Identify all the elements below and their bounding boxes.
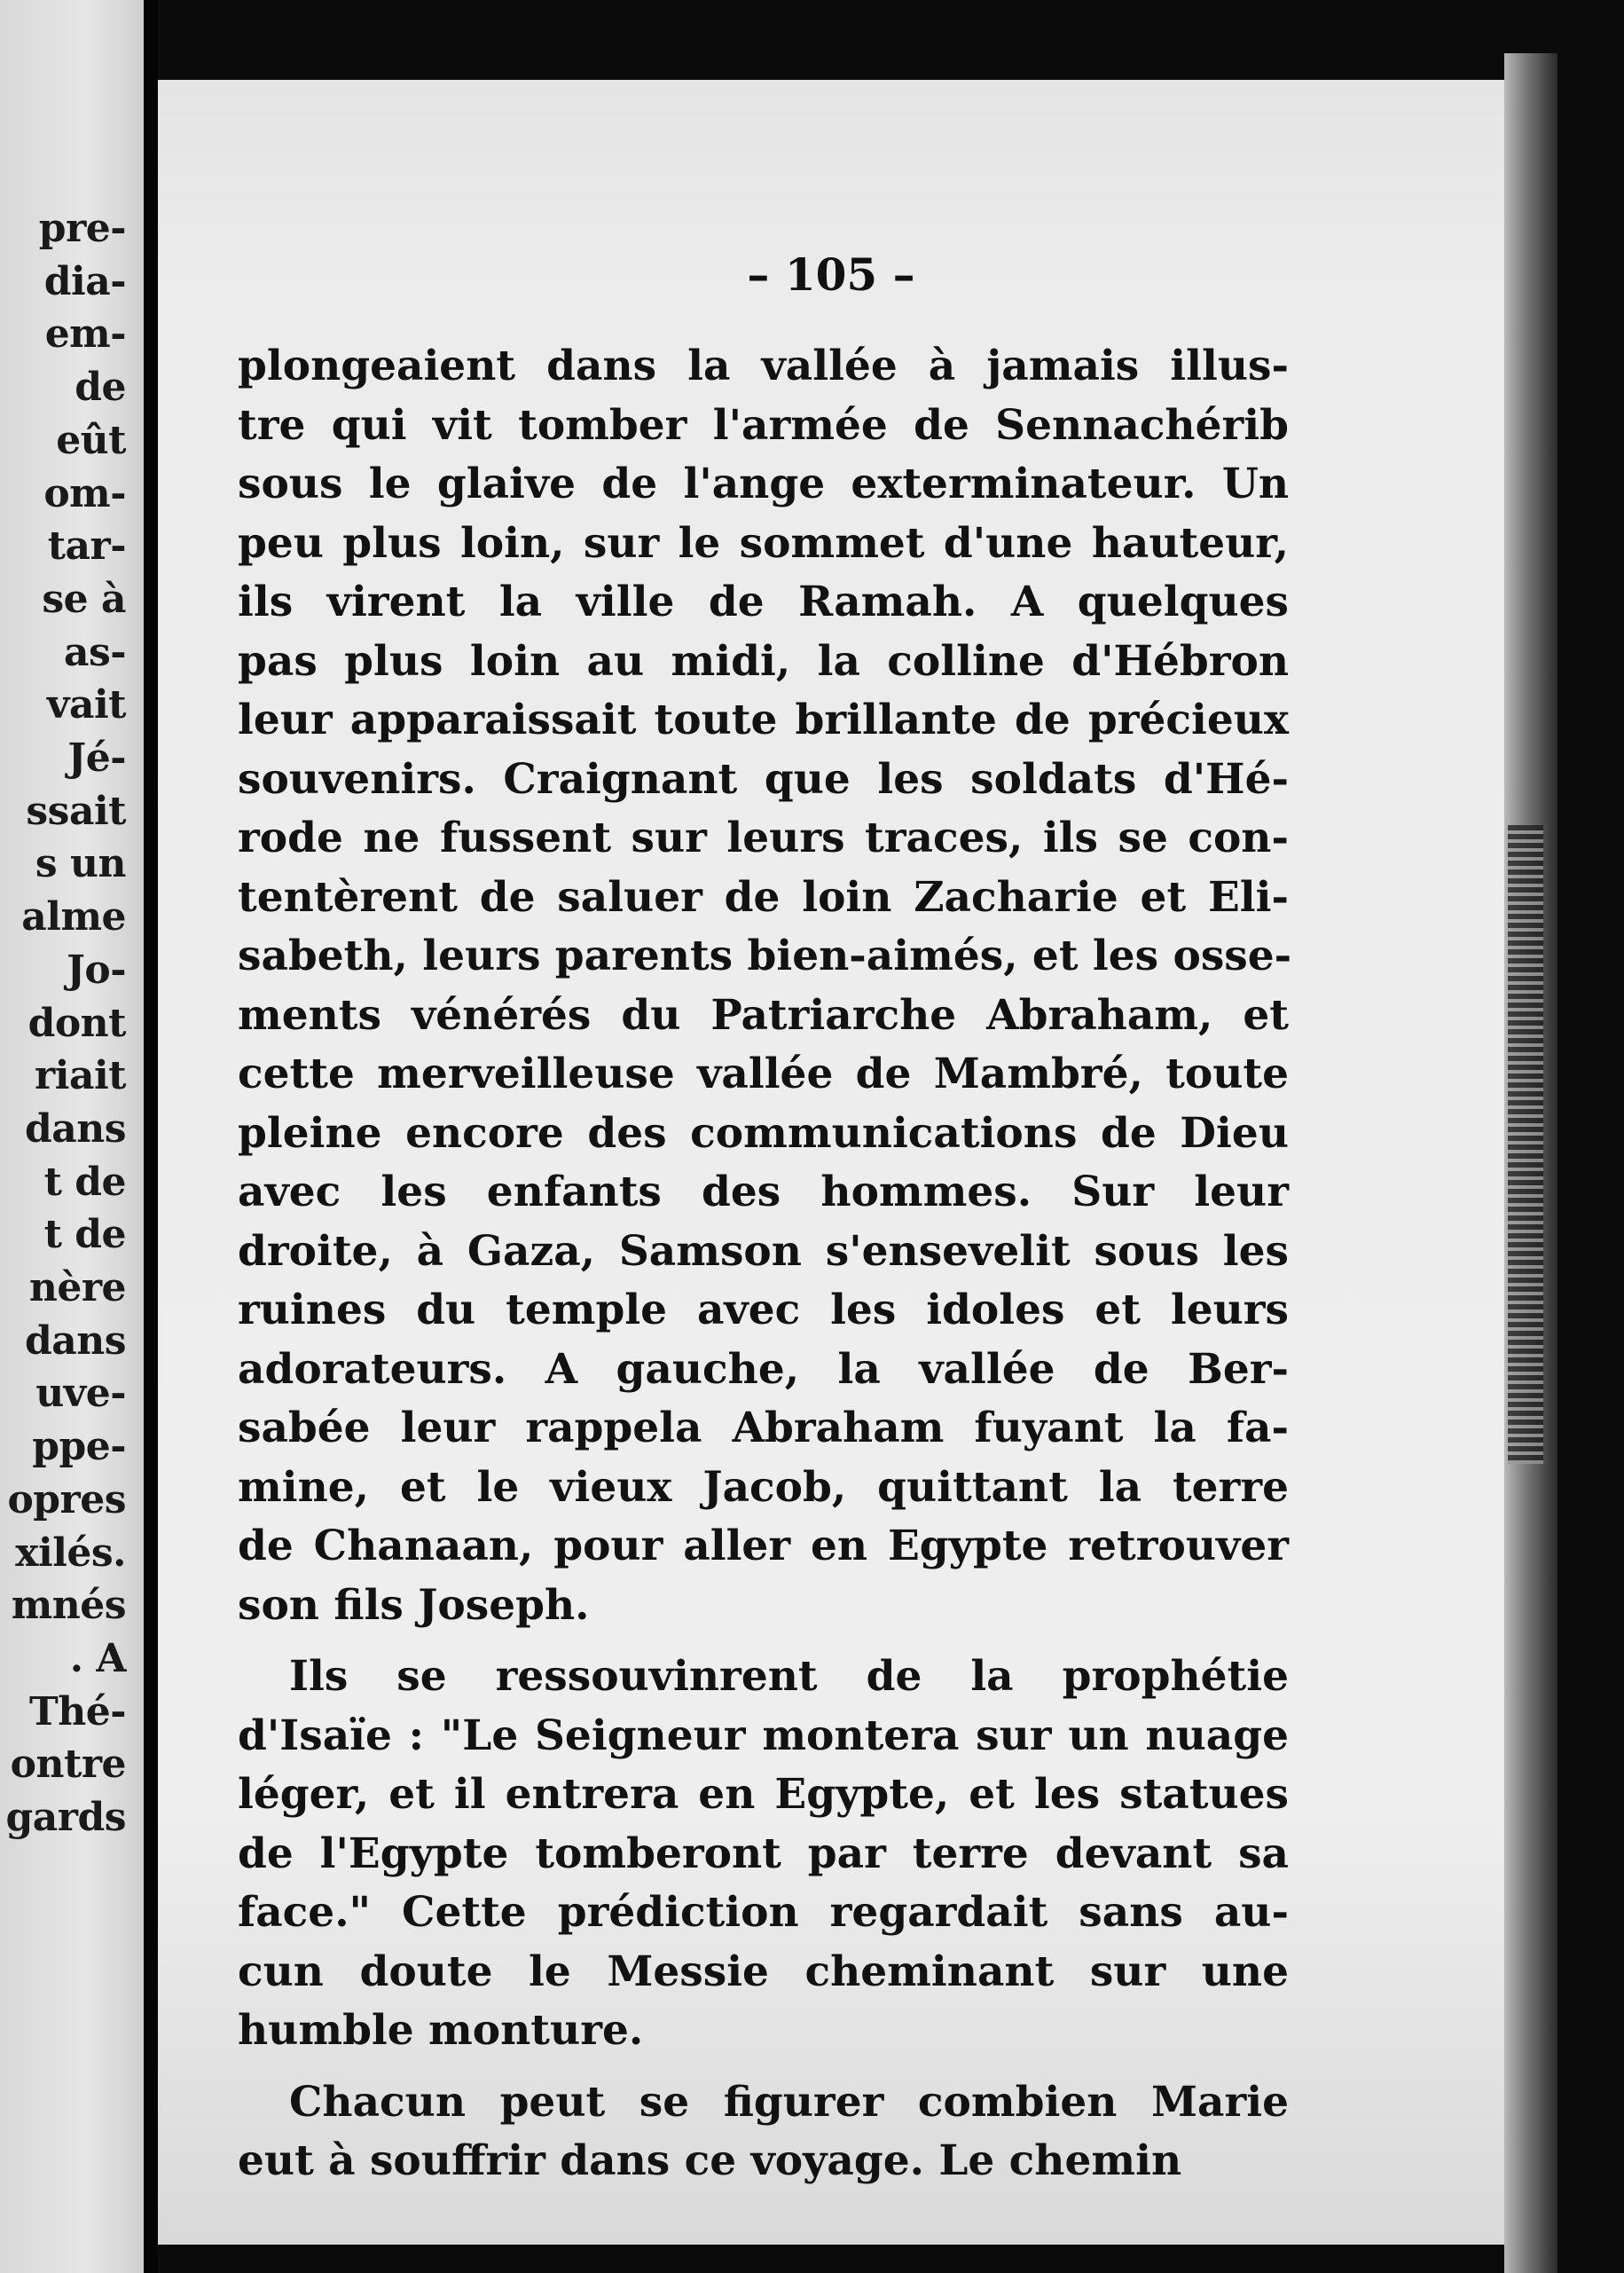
left-page-fragment: se à bbox=[42, 576, 126, 622]
left-page-fragment: ontre bbox=[10, 1742, 126, 1788]
text-line: ments vénérés du Patriarche Abraham, et bbox=[238, 990, 1289, 1040]
left-page-fragment: t de bbox=[43, 1159, 126, 1205]
left-page-fragment: dont bbox=[27, 1000, 126, 1046]
text-line: tre qui vit tomber l'armée de Sennachérib bbox=[238, 400, 1289, 450]
left-page-fragment: em- bbox=[44, 311, 126, 358]
text-line: cun doute le Messie cheminant sur une bbox=[238, 1947, 1289, 1996]
text-line: droite, à Gaza, Samson s'ensevelit sous les bbox=[238, 1226, 1289, 1276]
left-page-fragment: dans bbox=[24, 1105, 126, 1152]
left-page-fragment: eût bbox=[56, 417, 126, 463]
text-line: avec les enfants des hommes. Sur leur bbox=[238, 1168, 1289, 1216]
left-page-fragment: opres bbox=[7, 1476, 126, 1522]
paragraph-gap bbox=[238, 1635, 1289, 1648]
book-gutter bbox=[144, 0, 158, 2273]
text-line: de Chanaan, pour aller en Egypte retrouver bbox=[238, 1522, 1289, 1570]
left-page-edge bbox=[0, 0, 144, 2273]
paragraph bbox=[238, 2073, 1289, 2191]
left-page-fragment: nère bbox=[28, 1265, 126, 1310]
left-page-fragment: . A bbox=[69, 1635, 126, 1681]
left-page-fragment: de bbox=[75, 365, 126, 411]
text-line: peu plus loin, sur le sommet d'une hauteur, bbox=[238, 518, 1289, 568]
text-line: ils virent la ville de Ramah. A quelques bbox=[238, 578, 1289, 626]
left-page-fragment: Jé- bbox=[67, 735, 126, 781]
left-page-fragment: Thé- bbox=[29, 1688, 126, 1734]
left-page-fragment: gards bbox=[5, 1795, 126, 1840]
page-number: – 105 – bbox=[747, 248, 915, 301]
left-page-fragment: mnés bbox=[11, 1583, 126, 1629]
text-line: plongeaient dans la vallée à jamais illus- bbox=[238, 342, 1289, 390]
left-page-fragment: Jo- bbox=[67, 947, 126, 993]
spine-lettering bbox=[1508, 825, 1543, 1464]
text-line: humble monture. bbox=[238, 2006, 644, 2055]
left-page-fragment: pre- bbox=[38, 206, 126, 251]
text-line: leur apparaissait toute brillante de précieux bbox=[238, 696, 1289, 744]
text-line: ruines du temple avec les idoles et leurs bbox=[238, 1286, 1289, 1334]
text-line: cette merveilleuse vallée de Mambré, toute bbox=[238, 1050, 1289, 1098]
paragraph bbox=[238, 1648, 1289, 2061]
text-line: face." Cette prédiction regardait sans au- bbox=[238, 1888, 1289, 1937]
text-line: eut à souffrir dans ce voyage. Le chemin bbox=[238, 2136, 1182, 2185]
left-page-fragment: ppe- bbox=[32, 1424, 126, 1470]
left-page-fragment: xilés. bbox=[15, 1530, 126, 1576]
text-line: sabeth, leurs parents bien-aimés, et les osse- bbox=[238, 932, 1292, 980]
text-line: sous le glaive de l'ange exterminateur. Un bbox=[238, 460, 1289, 508]
text-line: mine, et le vieux Jacob, quittant la terre bbox=[238, 1462, 1289, 1512]
left-page-fragment: t de bbox=[43, 1212, 126, 1258]
paragraph-gap bbox=[238, 2061, 1289, 2073]
text-line: pleine encore des communications de Dieu bbox=[238, 1108, 1289, 1158]
left-page-fragment: ssait bbox=[26, 788, 126, 834]
text-line: Ils se ressouvinrent de la prophétie bbox=[289, 1652, 1289, 1701]
text-line: Chacun peut se figurer combien Marie bbox=[289, 2077, 1289, 2127]
text-line: pas plus loin au midi, la colline d'Hébron bbox=[238, 636, 1289, 686]
left-page-fragment: vait bbox=[46, 682, 126, 728]
left-page-fragment: dans bbox=[24, 1317, 126, 1364]
left-page-fragment: dia- bbox=[43, 258, 126, 304]
text-line: de l'Egypte tomberont par terre devant sa bbox=[238, 1829, 1289, 1878]
left-page-fragment: as- bbox=[63, 629, 126, 675]
text-line: son fils Joseph. bbox=[238, 1580, 590, 1630]
left-page-fragment: uve- bbox=[35, 1371, 126, 1417]
text-line: léger, et il entrera en Egypte, et les statues bbox=[238, 1770, 1289, 1819]
left-page-fragment: om- bbox=[43, 470, 126, 516]
text-line: adorateurs. A gauche, la vallée de Ber- bbox=[238, 1344, 1289, 1394]
text-line: d'Isaïe : "Le Seigneur montera sur un nuage bbox=[238, 1711, 1289, 1760]
text-line: sabée leur rappela Abraham fuyant la fa- bbox=[238, 1404, 1289, 1452]
text-line: souvenirs. Craignant que les soldats d'Hé- bbox=[238, 754, 1289, 804]
left-page-fragment: s un bbox=[35, 841, 126, 887]
left-page-fragment: tar- bbox=[47, 523, 126, 570]
text-line: rode ne fussent sur leurs traces, ils se con- bbox=[238, 814, 1289, 862]
left-page-fragment: riait bbox=[35, 1053, 126, 1099]
text-line: tentèrent de saluer de loin Zacharie et Eli- bbox=[238, 872, 1289, 922]
left-page-fragment: alme bbox=[21, 894, 126, 940]
page-text bbox=[238, 337, 1292, 2191]
book-page bbox=[158, 80, 1504, 2245]
paragraph bbox=[238, 337, 1292, 1635]
